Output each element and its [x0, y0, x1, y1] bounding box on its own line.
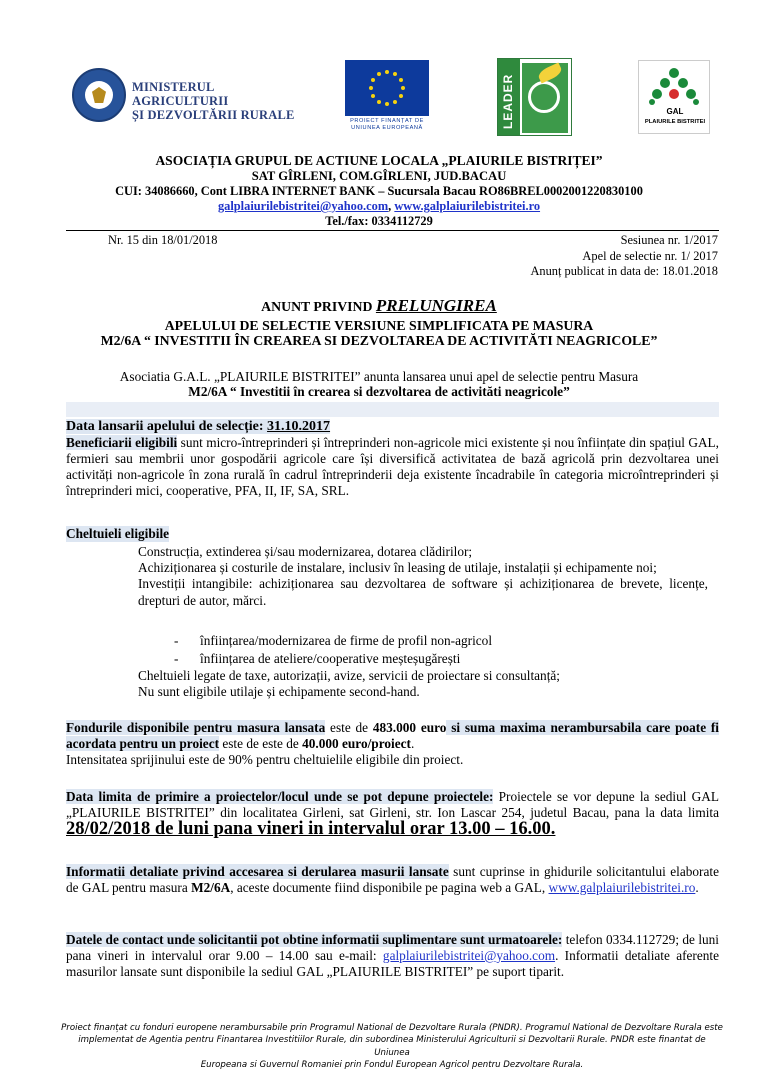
footer-line2: implementat de Agentia pentru Finantarea Investitiilor Rurale, din subordinea Ministerului Agriculturii si Dezvoltarii Rurale. PNDR este finantat de Uniunea	[78, 1035, 706, 1058]
info-section	[66, 864, 719, 896]
launch-section	[66, 418, 719, 499]
org-links	[0, 199, 758, 214]
ministry-name	[132, 80, 297, 122]
beneficiaries-text: sunt micro-întreprinderi și întreprinderi non-agricole mici existente și nou înființate din spațiul GAL, fermieri sau membrii unor gospodării agricole care își diversifică activitatea de bază agricolă prin dezvoltarea unei activități non-agricole în zona rurală în cadrul întreprinderii deja existente încadrabile în categoria microîntreprinderi și întreprinderi mici, cooperative, PFA, II, IF, SA, SRL.	[66, 435, 719, 498]
funds-label: Fondurile disponibile pentru masura lansata	[66, 720, 326, 735]
title-highlight: PRELUNGIREA	[375, 296, 497, 315]
email-link[interactable]: galplaiurilebistritei@yahoo.com	[217, 199, 389, 213]
eu-caption-line1: PROIECT FINANȚAT DE	[350, 118, 424, 124]
expense-item: Cheltuieli legate de taxe, autorizații, avize, servicii de proiectare si consultanță;	[138, 668, 561, 683]
org-cui: CUI: 34086660, Cont LIBRA INTERNET BANK – Sucursala Bacau RO86BREL0002001220830100	[115, 184, 643, 198]
funds-text: este de	[325, 720, 373, 735]
info-text: .	[695, 880, 699, 895]
beneficiaries-label: Beneficiarii eligibili	[66, 435, 178, 450]
funds-amount: 483.000 euro	[372, 720, 447, 735]
info-text: , aceste documente fiind disponibile pe pagina web a GAL,	[230, 880, 549, 895]
call-meta	[530, 233, 718, 280]
contact-label: Datele de contact unde solicitantii pot obtine informatii suplimentare sunt urmatoarele:	[66, 932, 563, 947]
expenses-list-a	[138, 544, 708, 609]
leader-logo-icon	[497, 58, 572, 136]
info-text: sunt cuprinse in ghidurile solicitantului elaborate de GAL pentru masura	[66, 864, 719, 895]
expense-item: Nu sunt eligibile utilaje și echipamente second-hand.	[138, 684, 420, 700]
intro-line2: M2/6A “ Investitii în crearea si dezvoltarea de activităti neagricole”	[188, 384, 570, 399]
deadline-date: 28/02/2018 de luni pana vineri in intervalul orar 13.00 – 16.00.	[66, 819, 556, 839]
org-phone: Tel./fax: 0334112729	[325, 214, 433, 228]
deadline-label: Data limita de primire a proiectelor/locul unde se pot depune proiectele:	[66, 789, 494, 804]
gal-logo-icon	[649, 67, 699, 105]
deadline-text: Proiectele se vor depune la sediul GAL „PLAIURILE BISTRITEI” din localitatea Girleni, sat Girleni, str. Ion Lascar 254, judetul Bacau, pana la data limita	[66, 789, 719, 820]
document-number: Nr. 15 din 18/01/2018	[108, 233, 218, 247]
funds-section	[66, 720, 719, 768]
contact-text: telefon 0334.112729; de luni pana vineri in intervalul orar 9.00 – 14.00 sau e-mail:	[66, 932, 720, 963]
title-line2: APELULUI DE SELECTIE VERSIUNE SIMPLIFICATA PE MASURA	[164, 318, 594, 333]
gal-logo	[638, 60, 710, 134]
gal-subtitle: PLAIURILE BISTRITEI	[644, 119, 706, 125]
expenses-label: Cheltuieli eligibile	[66, 526, 170, 541]
call-number: Apel de selectie nr. 1/ 2017	[582, 248, 718, 263]
eu-caption	[345, 118, 429, 132]
expense-item: Investiții intangibile: achiziționarea sau dezvoltarea de software și achiziționarea de brevete, licențe, drepturi de autor, mărci.	[138, 576, 708, 608]
title-line3: M2/6A “ INVESTITII ÎN CREAREA SI DEZVOLTAREA DE ACTIVITĂTI NEAGRICOLE”	[100, 333, 658, 348]
funding-footer	[60, 1022, 724, 1072]
session-number: Sesiunea nr. 1/2017	[620, 233, 718, 247]
expense-item: Achiziționarea și costurile de instalare, inclusiv în leasing de utilaje, instalații și echipamente noi;	[138, 560, 657, 576]
logo-row	[0, 58, 758, 138]
info-measure: M2/6A	[191, 880, 231, 895]
funds-text: este de este de	[219, 736, 303, 751]
funds-text: .	[410, 736, 415, 751]
ministry-name-line2: ȘI DEZVOLTĂRII RURALE	[132, 108, 295, 122]
publish-date: Anunț publicat in data de: 18.01.2018	[530, 264, 718, 278]
intro-line1: Asociatia G.A.L. „PLAIURILE BISTRITEI” anunta lansarea unui apel de selectie pentru Masura	[119, 369, 639, 384]
expense-item: Construcția, extinderea și/sau modernizarea, dotarea clădirilor;	[138, 544, 473, 559]
funds-max-amount: 40.000 euro/proiect	[302, 736, 411, 751]
ministry-name-line1: MINISTERUL AGRICULTURII	[132, 80, 229, 108]
expenses-list-b	[138, 668, 708, 700]
funds-max-label: si suma maxima nerambursabila care poate fi acordata pentru un proiect	[66, 720, 720, 751]
highlight-bar	[66, 402, 719, 417]
website-link[interactable]: www.galplaiurilebistritei.ro	[394, 199, 541, 213]
org-address: SAT GÎRLENI, COM.GÎRLENI, JUD.BACAU	[251, 169, 507, 183]
beneficiaries-paragraph	[66, 435, 719, 499]
info-website-link[interactable]: www.galplaiurilebistritei.ro	[548, 880, 696, 895]
ministry-logo	[72, 68, 297, 122]
info-label: Informatii detaliate privind accesarea si derularea masurii lansate	[66, 864, 449, 879]
eu-flag-icon	[345, 60, 429, 116]
footer-line3: Europeana si Guvernul Romaniei prin Fondul European Agricol pentru Dezvoltare Rurala.	[200, 1060, 584, 1071]
expense-subitem-text: înființarea/modernizarea de firme de profil non-agricol	[200, 633, 493, 648]
eu-logo	[345, 60, 429, 134]
leader-text: LEADER	[501, 73, 515, 129]
launch-label: Data lansarii apelului de selecție:	[66, 419, 268, 434]
contact-email-link[interactable]: galplaiurilebistritei@yahoo.com	[382, 948, 556, 963]
expense-subitem-text: înființarea de ateliere/cooperative meșteșugărești	[200, 651, 461, 666]
link-separator: ,	[388, 199, 395, 213]
contact-section	[66, 932, 719, 980]
launch-date: 31.10.2017	[267, 419, 331, 434]
title-prefix: ANUNT PRIVIND	[261, 299, 376, 314]
footer-line1: Proiect finanțat cu fonduri europene nerambursabile prin Programul National de Dezvoltare Rurala (PNDR). Programul National de Dezvoltare Rurala este	[61, 1023, 723, 1033]
funds-paragraph	[66, 720, 719, 752]
announcement-title	[0, 296, 758, 316]
dash-bullet: -	[174, 651, 179, 666]
eu-caption-line2: UNIUNEA EUROPEANĂ	[351, 125, 423, 131]
romanian-government-crest-icon	[72, 68, 126, 122]
header-divider	[66, 230, 719, 231]
deadline-section	[66, 789, 719, 838]
funds-intensity: Intensitatea sprijinului este de 90% pentru cheltuielile eligibile din proiect.	[66, 752, 464, 767]
launch-date-line	[66, 418, 719, 435]
gal-title: GAL	[666, 107, 684, 116]
dash-bullet: -	[174, 633, 179, 648]
org-name: ASOCIAȚIA GRUPUL DE ACTIUNE LOCALA „PLAIURILE BISTRIȚEI”	[155, 153, 603, 168]
contact-text: . Informatii detaliate aferente masurilor lansate sunt disponibile la sediul GAL „PLAIURILE BISTRITEI” pe suport tiparit.	[66, 948, 719, 979]
